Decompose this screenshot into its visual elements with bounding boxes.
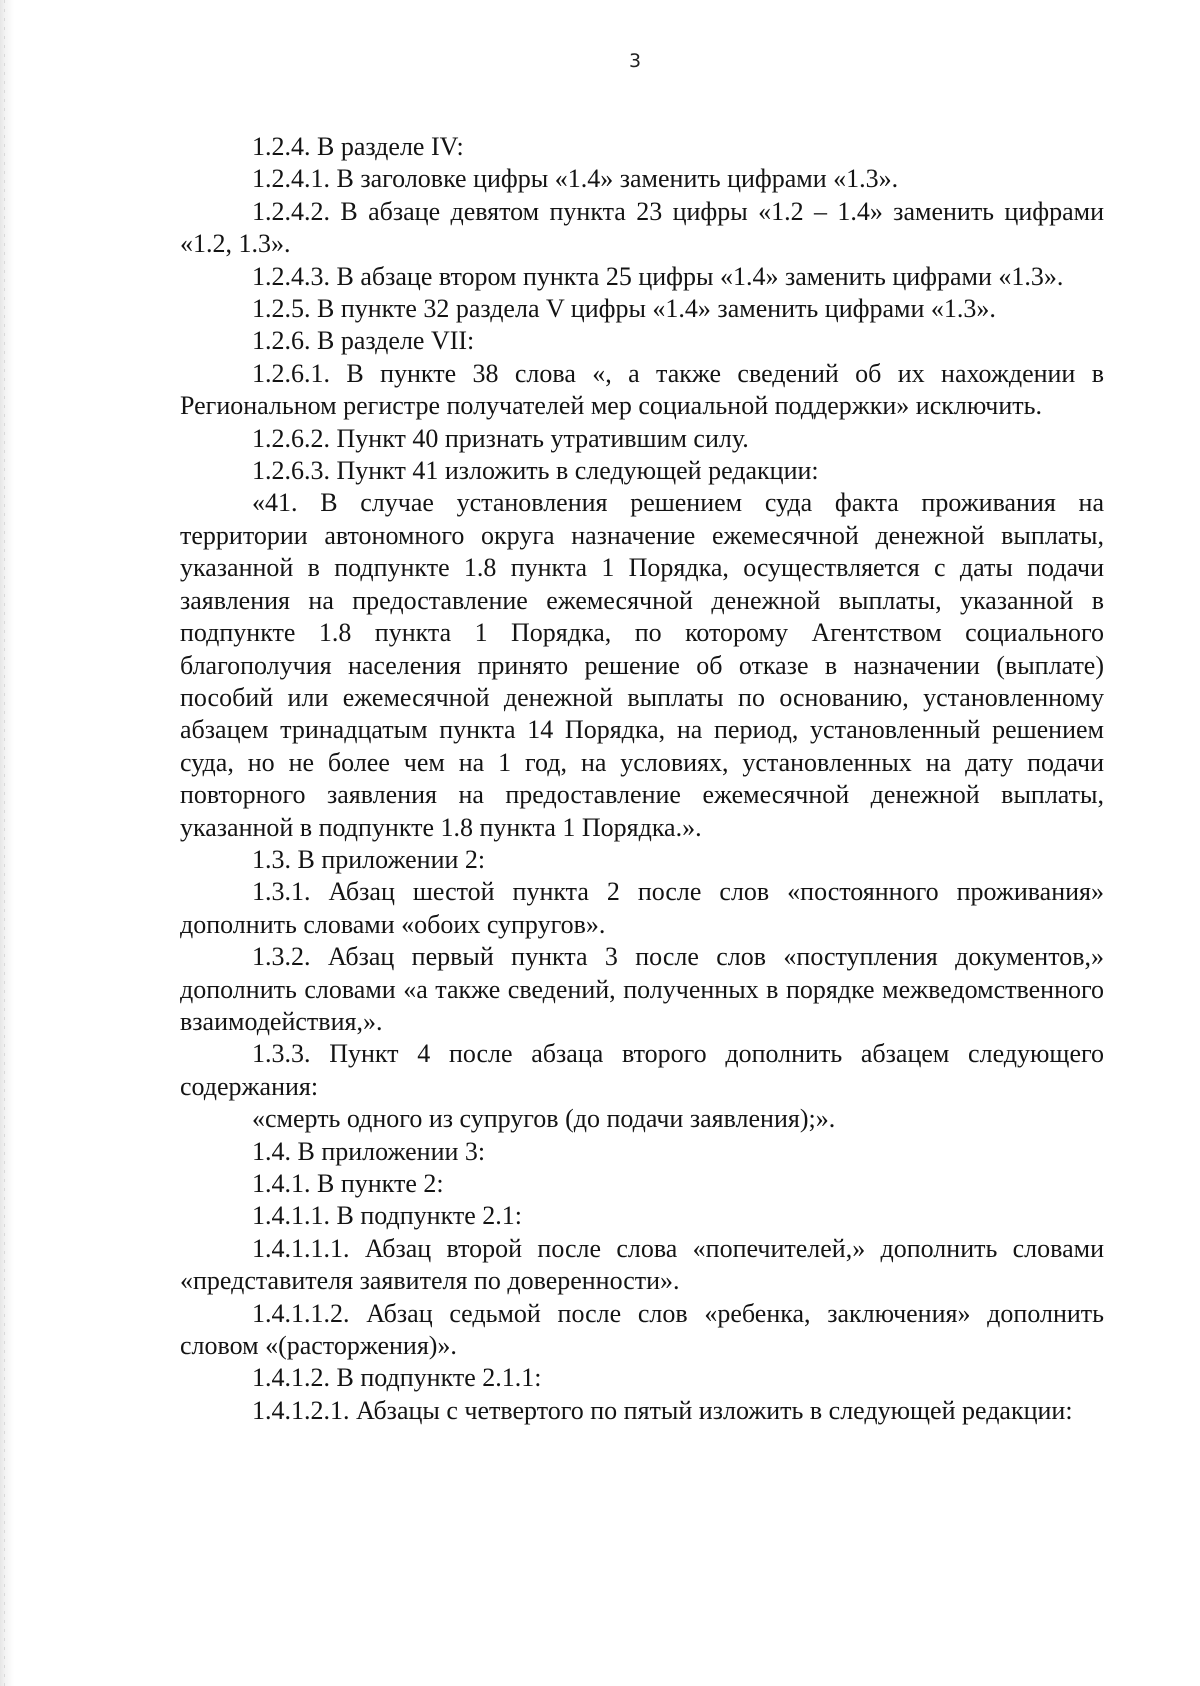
paragraph: 1.2.6.1. В пункте 38 слова «, а также сведений об их нахождении в Региональном регистре получателей мер социальной поддержки» исключить. bbox=[180, 358, 1104, 421]
paragraph: 1.4.1.2.1. Абзацы с четвертого по пятый изложить в следующей редакции: bbox=[252, 1395, 1073, 1425]
paragraph: 1.3.3. Пункт 4 после абзаца второго дополнить абзацем следующего содержания: bbox=[180, 1039, 1104, 1101]
paragraph: 1.2.4.1. В заголовке цифры «1.4» заменить цифрами «1.3». bbox=[252, 164, 899, 194]
paragraph: 1.2.4. В разделе IV: bbox=[252, 132, 464, 161]
paragraph: 1.4.1.1. В подпункте 2.1: bbox=[252, 1201, 522, 1231]
quoted-paragraph: «41. В случае установления решением суда факта проживания на территории автономного округа назначение ежемесячной денежной выплаты, указанной в подпункте 1.8 пункта 1 Порядка, осуществляется с даты подачи заявления на предоставление ежемесячной денежной выплаты, указанной в подпункте 1.8 пункта 1 Порядка, по которому Агентством социального благополучия населения принято решение об отказе в назначении (выплате) пособий или ежемесячной денежной выплаты по основанию, установленному абзацем тринадцатым пункта 14 Порядка, на период, установленный решением суда, но не более чем на 1 год, на условиях, установленных на дату подачи повторного заявления на предоставление ежемесячной денежной выплаты, указанной в подпункте 1.8 пункта 1 Порядка.». bbox=[180, 488, 1104, 842]
paragraph: 1.3.2. Абзац первый пункта 3 после слов «поступления документов,» дополнить словами «а также сведений, полученных в порядке межведомственного взаимодействия,». bbox=[180, 942, 1104, 1036]
paragraph: 1.4.1.1.2. Абзац седьмой после слов «ребенка, заключения» дополнить словом «(расторжения)». bbox=[180, 1298, 1104, 1361]
paragraph: 1.4.1.1.1. Абзац второй после слова «попечителей,» дополнить словами «представителя заявителя по доверенности». bbox=[180, 1233, 1104, 1296]
paragraph: 1.2.4.2. В абзаце девятом пункта 23 цифры «1.2 – 1.4» заменить цифрами «1.2, 1.3». bbox=[180, 196, 1104, 259]
paragraph: 1.4.1. В пункте 2: bbox=[252, 1169, 444, 1198]
document-body bbox=[180, 131, 1104, 1427]
paragraph: 1.3.1. Абзац шестой пункта 2 после слов «постоянного проживания» дополнить словами «обоих супругов». bbox=[180, 877, 1104, 939]
paragraph: 1.2.6.3. Пункт 41 изложить в следующей редакции: bbox=[252, 456, 819, 486]
paragraph: 1.2.5. В пункте 32 раздела V цифры «1.4» заменить цифрами «1.3». bbox=[252, 294, 996, 324]
paragraph: 1.3. В приложении 2: bbox=[252, 844, 486, 874]
quoted-paragraph: «смерть одного из супругов (до подачи заявления);». bbox=[252, 1104, 836, 1134]
paragraph: 1.4.1.2. В подпункте 2.1.1: bbox=[252, 1363, 542, 1393]
paragraph: 1.4. В приложении 3: bbox=[252, 1136, 486, 1166]
paragraph: 1.2.6. В разделе VII: bbox=[252, 326, 475, 356]
page-number: 3 bbox=[628, 50, 642, 72]
paragraph: 1.2.4.3. В абзаце втором пункта 25 цифры «1.4» заменить цифрами «1.3». bbox=[252, 261, 1064, 291]
paragraph: 1.2.6.2. Пункт 40 признать утратившим силу. bbox=[252, 423, 749, 453]
scan-edge bbox=[0, 0, 14, 1686]
